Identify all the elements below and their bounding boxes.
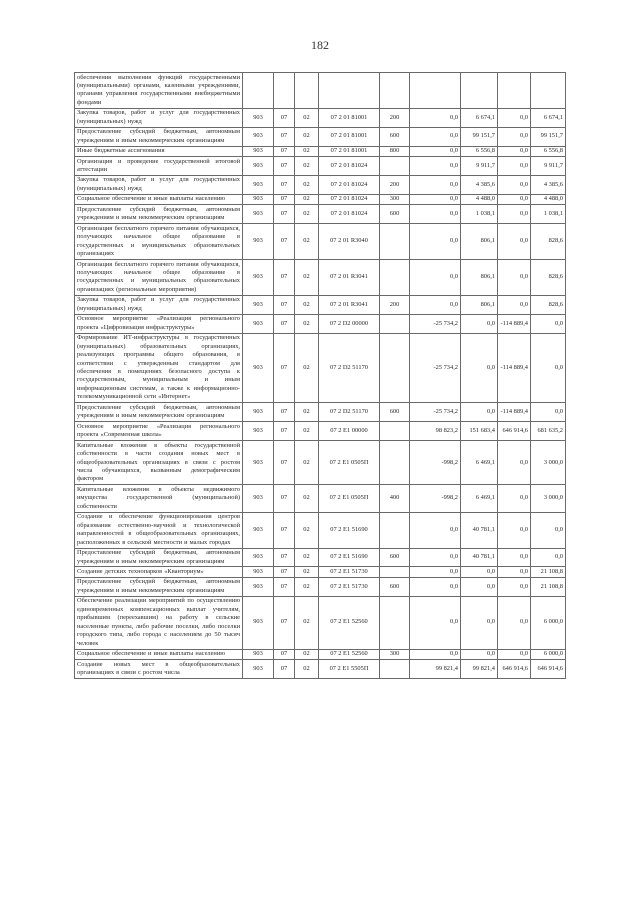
expense-type-cell: 400 <box>380 485 410 512</box>
section-code-cell: 07 <box>274 175 295 194</box>
amount-cell-1: 0,0 <box>410 175 461 194</box>
amount-cell-3: 0,0 <box>498 295 531 314</box>
row-name-cell: Основное мероприятие «Реализация регионального проекта «Современная школа» <box>75 422 243 441</box>
amount-cell-1 <box>410 73 461 109</box>
expense-type-cell <box>380 333 410 403</box>
amount-cell-3: 646 914,6 <box>498 660 531 679</box>
row-name-cell: Иные бюджетные ассигнования <box>75 146 243 156</box>
expense-type-cell <box>380 260 410 296</box>
amount-cell-2: 0,0 <box>461 596 498 649</box>
target-article-cell: 07 2 01 81001 <box>319 127 380 146</box>
subsection-code-cell: 02 <box>295 146 319 156</box>
section-code-cell: 07 <box>274 194 295 204</box>
target-article-cell: 07 2 D2 00000 <box>319 314 380 333</box>
expense-type-cell <box>380 660 410 679</box>
amount-cell-1: 98 823,2 <box>410 422 461 441</box>
amount-cell-1: 0,0 <box>410 649 461 659</box>
amount-cell-4: 6 556,8 <box>531 146 566 156</box>
amount-cell-4: 99 151,7 <box>531 127 566 146</box>
amount-cell-3: 0,0 <box>498 224 531 260</box>
amount-cell-3: 0,0 <box>498 441 531 485</box>
target-article-cell: 07 2 E1 00000 <box>319 422 380 441</box>
amount-cell-4: 0,0 <box>531 314 566 333</box>
table-row <box>75 649 566 659</box>
grbs-code-cell: 903 <box>243 157 274 176</box>
expense-type-cell: 600 <box>380 127 410 146</box>
budget-table-body <box>75 73 566 679</box>
subsection-code-cell: 02 <box>295 649 319 659</box>
table-row <box>75 295 566 314</box>
budget-table-wrapper <box>74 72 565 679</box>
grbs-code-cell: 903 <box>243 548 274 567</box>
target-article-cell: 07 2 01 81024 <box>319 175 380 194</box>
subsection-code-cell: 02 <box>295 512 319 548</box>
table-row <box>75 73 566 109</box>
grbs-code-cell: 903 <box>243 146 274 156</box>
grbs-code-cell: 903 <box>243 175 274 194</box>
section-code-cell: 07 <box>274 596 295 649</box>
table-row <box>75 146 566 156</box>
amount-cell-1: 0,0 <box>410 194 461 204</box>
row-name-cell: Социальное обеспечение и иные выплаты населению <box>75 194 243 204</box>
table-row <box>75 660 566 679</box>
row-name-cell: Создание детских технопарков «Кванториум» <box>75 567 243 577</box>
row-name-cell: Предоставление субсидий бюджетным, автономным учреждениям и иным некоммерческим организациям <box>75 548 243 567</box>
subsection-code-cell: 02 <box>295 567 319 577</box>
row-name-cell: Организация бесплатного горячего питания обучающихся, получающих начальное общее образование в государственных и муниципальных образовательных организациях <box>75 224 243 260</box>
amount-cell-2: 6 556,8 <box>461 146 498 156</box>
grbs-code-cell: 903 <box>243 567 274 577</box>
subsection-code-cell: 02 <box>295 577 319 596</box>
amount-cell-2: 0,0 <box>461 403 498 422</box>
amount-cell-4: 6 000,0 <box>531 649 566 659</box>
amount-cell-4: 3 000,0 <box>531 441 566 485</box>
amount-cell-1: 0,0 <box>410 127 461 146</box>
amount-cell-2: 99 821,4 <box>461 660 498 679</box>
amount-cell-1: -998,2 <box>410 485 461 512</box>
expense-type-cell: 200 <box>380 175 410 194</box>
grbs-code-cell <box>243 73 274 109</box>
section-code-cell: 07 <box>274 224 295 260</box>
expense-type-cell <box>380 441 410 485</box>
grbs-code-cell: 903 <box>243 660 274 679</box>
amount-cell-2: 806,1 <box>461 224 498 260</box>
grbs-code-cell: 903 <box>243 224 274 260</box>
table-row <box>75 548 566 567</box>
amount-cell-3: 0,0 <box>498 649 531 659</box>
amount-cell-4: 21 108,8 <box>531 567 566 577</box>
table-row <box>75 577 566 596</box>
target-article-cell: 07 2 01 81001 <box>319 108 380 127</box>
amount-cell-2: 6 469,1 <box>461 485 498 512</box>
expense-type-cell: 200 <box>380 108 410 127</box>
subsection-code-cell: 02 <box>295 485 319 512</box>
expense-type-cell: 600 <box>380 577 410 596</box>
table-row <box>75 157 566 176</box>
section-code-cell: 07 <box>274 649 295 659</box>
amount-cell-2 <box>461 73 498 109</box>
row-name-cell: Организация и проведение государственной итоговой аттестации <box>75 157 243 176</box>
table-row <box>75 567 566 577</box>
grbs-code-cell: 903 <box>243 485 274 512</box>
amount-cell-4: 0,0 <box>531 333 566 403</box>
row-name-cell: Капитальные вложения в объекты недвижимого имущества государственной (муниципальной) собственности <box>75 485 243 512</box>
amount-cell-4: 828,6 <box>531 260 566 296</box>
subsection-code-cell: 02 <box>295 205 319 224</box>
amount-cell-1: 0,0 <box>410 205 461 224</box>
table-row <box>75 127 566 146</box>
target-article-cell: 07 2 E1 51690 <box>319 512 380 548</box>
expense-type-cell: 600 <box>380 548 410 567</box>
amount-cell-3: 0,0 <box>498 512 531 548</box>
row-name-cell: Основное мероприятие «Реализация регионального проекта «Цифровизация инфраструктуры» <box>75 314 243 333</box>
grbs-code-cell: 903 <box>243 295 274 314</box>
amount-cell-3: 0,0 <box>498 146 531 156</box>
row-name-cell: Предоставление субсидий бюджетным, автономным учреждениям и иным некоммерческим организациям <box>75 403 243 422</box>
amount-cell-2: 4 488,0 <box>461 194 498 204</box>
amount-cell-2: 0,0 <box>461 649 498 659</box>
amount-cell-4: 646 914,6 <box>531 660 566 679</box>
amount-cell-3 <box>498 73 531 109</box>
target-article-cell: 07 2 01 R3041 <box>319 295 380 314</box>
amount-cell-1: 0,0 <box>410 108 461 127</box>
amount-cell-1: 0,0 <box>410 577 461 596</box>
amount-cell-4: 21 108,8 <box>531 577 566 596</box>
expense-type-cell: 600 <box>380 205 410 224</box>
amount-cell-4: 0,0 <box>531 548 566 567</box>
target-article-cell: 07 2 E1 52560 <box>319 649 380 659</box>
subsection-code-cell <box>295 73 319 109</box>
section-code-cell: 07 <box>274 403 295 422</box>
table-row <box>75 314 566 333</box>
amount-cell-3: 0,0 <box>498 157 531 176</box>
table-row <box>75 224 566 260</box>
target-article-cell: 07 2 E1 52560 <box>319 596 380 649</box>
amount-cell-3: 0,0 <box>498 567 531 577</box>
section-code-cell: 07 <box>274 205 295 224</box>
table-row <box>75 260 566 296</box>
target-article-cell: 07 2 01 R3040 <box>319 224 380 260</box>
amount-cell-2: 6 469,1 <box>461 441 498 485</box>
grbs-code-cell: 903 <box>243 314 274 333</box>
amount-cell-1: -25 734,2 <box>410 333 461 403</box>
amount-cell-4: 6 674,1 <box>531 108 566 127</box>
target-article-cell: 07 2 01 81024 <box>319 194 380 204</box>
amount-cell-3: 0,0 <box>498 205 531 224</box>
section-code-cell: 07 <box>274 548 295 567</box>
section-code-cell: 07 <box>274 577 295 596</box>
section-code-cell: 07 <box>274 314 295 333</box>
amount-cell-4: 1 038,1 <box>531 205 566 224</box>
grbs-code-cell: 903 <box>243 512 274 548</box>
expense-type-cell <box>380 596 410 649</box>
section-code-cell: 07 <box>274 146 295 156</box>
row-name-cell: Социальное обеспечение и иные выплаты населению <box>75 649 243 659</box>
grbs-code-cell: 903 <box>243 108 274 127</box>
section-code-cell: 07 <box>274 333 295 403</box>
row-name-cell: Закупка товаров, работ и услуг для государственных (муниципальных) нужд <box>75 175 243 194</box>
amount-cell-4: 6 000,0 <box>531 596 566 649</box>
grbs-code-cell: 903 <box>243 596 274 649</box>
grbs-code-cell: 903 <box>243 194 274 204</box>
target-article-cell: 07 2 E1 0505П <box>319 441 380 485</box>
amount-cell-3: 0,0 <box>498 175 531 194</box>
section-code-cell: 07 <box>274 441 295 485</box>
amount-cell-4: 0,0 <box>531 512 566 548</box>
expense-type-cell <box>380 314 410 333</box>
subsection-code-cell: 02 <box>295 441 319 485</box>
amount-cell-1: 0,0 <box>410 295 461 314</box>
section-code-cell: 07 <box>274 157 295 176</box>
amount-cell-3: 0,0 <box>498 485 531 512</box>
row-name-cell: Капитальные вложения в объекты государственной собственности в части создания новых мест в общеобразовательных организациях в связи с ростом числа обучающихся, вызванным демографическим фактором <box>75 441 243 485</box>
grbs-code-cell: 903 <box>243 260 274 296</box>
expense-type-cell <box>380 567 410 577</box>
page-number: 182 <box>311 38 329 52</box>
expense-type-cell: 200 <box>380 295 410 314</box>
table-row <box>75 422 566 441</box>
row-name-cell: Закупка товаров, работ и услуг для государственных (муниципальных) нужд <box>75 295 243 314</box>
amount-cell-3: -114 889,4 <box>498 403 531 422</box>
target-article-cell: 07 2 E1 51730 <box>319 567 380 577</box>
subsection-code-cell: 02 <box>295 108 319 127</box>
amount-cell-1: -998,2 <box>410 441 461 485</box>
table-row <box>75 194 566 204</box>
target-article-cell: 07 2 E1 5505П <box>319 660 380 679</box>
amount-cell-2: 1 038,1 <box>461 205 498 224</box>
amount-cell-2: 40 781,1 <box>461 512 498 548</box>
budget-table <box>74 72 566 679</box>
amount-cell-1: 0,0 <box>410 260 461 296</box>
target-article-cell: 07 2 01 R3041 <box>319 260 380 296</box>
amount-cell-2: 0,0 <box>461 567 498 577</box>
amount-cell-1: 0,0 <box>410 224 461 260</box>
section-code-cell: 07 <box>274 512 295 548</box>
amount-cell-3: 0,0 <box>498 577 531 596</box>
table-row <box>75 441 566 485</box>
grbs-code-cell: 903 <box>243 422 274 441</box>
expense-type-cell: 800 <box>380 146 410 156</box>
amount-cell-2: 151 683,4 <box>461 422 498 441</box>
amount-cell-2: 9 911,7 <box>461 157 498 176</box>
subsection-code-cell: 02 <box>295 314 319 333</box>
amount-cell-3: 0,0 <box>498 127 531 146</box>
expense-type-cell <box>380 422 410 441</box>
table-row <box>75 205 566 224</box>
target-article-cell: 07 2 D2 51170 <box>319 403 380 422</box>
expense-type-cell <box>380 224 410 260</box>
amount-cell-4: 3 000,0 <box>531 485 566 512</box>
subsection-code-cell: 02 <box>295 660 319 679</box>
row-name-cell: Организация бесплатного горячего питания обучающихся, получающих начальное общее образование в государственных и муниципальных образовательных организациях (региональные мероприятия) <box>75 260 243 296</box>
grbs-code-cell: 903 <box>243 333 274 403</box>
table-row <box>75 108 566 127</box>
subsection-code-cell: 02 <box>295 260 319 296</box>
target-article-cell: 07 2 01 81024 <box>319 157 380 176</box>
subsection-code-cell: 02 <box>295 333 319 403</box>
section-code-cell: 07 <box>274 260 295 296</box>
section-code-cell: 07 <box>274 295 295 314</box>
amount-cell-3: 0,0 <box>498 548 531 567</box>
amount-cell-3: 0,0 <box>498 596 531 649</box>
amount-cell-2: 0,0 <box>461 577 498 596</box>
amount-cell-1: -25 734,2 <box>410 403 461 422</box>
section-code-cell: 07 <box>274 660 295 679</box>
amount-cell-4: 681 635,2 <box>531 422 566 441</box>
expense-type-cell: 300 <box>380 649 410 659</box>
expense-type-cell <box>380 157 410 176</box>
row-name-cell: Предоставление субсидий бюджетным, автономным учреждениям и иным некоммерческим организациям <box>75 205 243 224</box>
amount-cell-1: 0,0 <box>410 146 461 156</box>
amount-cell-4: 4 385,6 <box>531 175 566 194</box>
amount-cell-3: 0,0 <box>498 260 531 296</box>
amount-cell-2: 4 385,6 <box>461 175 498 194</box>
amount-cell-4: 828,6 <box>531 295 566 314</box>
row-name-cell: обеспечения выполнения функций государственными (муниципальными) органами, казенными учреждениями, органами управления государственными внебюджетными фондами <box>75 73 243 109</box>
section-code-cell: 07 <box>274 108 295 127</box>
subsection-code-cell: 02 <box>295 596 319 649</box>
expense-type-cell: 600 <box>380 403 410 422</box>
amount-cell-2: 99 151,7 <box>461 127 498 146</box>
row-name-cell: Обеспечение реализации мероприятий по осуществлению единовременных компенсационных выплат учителям, прибывшим (переехавшим) на работу в сельские населенные пункты, либо рабочие поселки, либо поселки городского типа, либо города с населением до 50 тысяч человек <box>75 596 243 649</box>
amount-cell-3: -114 889,4 <box>498 314 531 333</box>
target-article-cell: 07 2 E1 51730 <box>319 577 380 596</box>
section-code-cell: 07 <box>274 485 295 512</box>
table-row <box>75 333 566 403</box>
amount-cell-4: 9 911,7 <box>531 157 566 176</box>
section-code-cell: 07 <box>274 567 295 577</box>
amount-cell-2: 806,1 <box>461 295 498 314</box>
subsection-code-cell: 02 <box>295 194 319 204</box>
amount-cell-1: 0,0 <box>410 548 461 567</box>
row-name-cell: Создание и обеспечение функционирования центров образования естественно-научной и технологической направленностей в общеобразовательных организациях, расположенных в сельской местности и малых городах <box>75 512 243 548</box>
section-code-cell: 07 <box>274 422 295 441</box>
grbs-code-cell: 903 <box>243 649 274 659</box>
subsection-code-cell: 02 <box>295 295 319 314</box>
amount-cell-2: 0,0 <box>461 333 498 403</box>
amount-cell-4: 4 488,0 <box>531 194 566 204</box>
amount-cell-1: 0,0 <box>410 596 461 649</box>
amount-cell-1: -25 734,2 <box>410 314 461 333</box>
subsection-code-cell: 02 <box>295 157 319 176</box>
grbs-code-cell: 903 <box>243 441 274 485</box>
amount-cell-3: 646 914,6 <box>498 422 531 441</box>
row-name-cell: Создание новых мест в общеобразовательных организациях в связи с ростом числа <box>75 660 243 679</box>
amount-cell-3: -114 889,4 <box>498 333 531 403</box>
subsection-code-cell: 02 <box>295 422 319 441</box>
amount-cell-2: 0,0 <box>461 314 498 333</box>
table-row <box>75 485 566 512</box>
target-article-cell <box>319 73 380 109</box>
target-article-cell: 07 2 E1 0505П <box>319 485 380 512</box>
expense-type-cell: 300 <box>380 194 410 204</box>
table-row <box>75 175 566 194</box>
subsection-code-cell: 02 <box>295 548 319 567</box>
amount-cell-2: 806,1 <box>461 260 498 296</box>
expense-type-cell <box>380 512 410 548</box>
row-name-cell: Предоставление субсидий бюджетным, автономным учреждениям и иным некоммерческим организациям <box>75 577 243 596</box>
table-row <box>75 596 566 649</box>
amount-cell-2: 6 674,1 <box>461 108 498 127</box>
expense-type-cell <box>380 73 410 109</box>
amount-cell-3: 0,0 <box>498 194 531 204</box>
table-row <box>75 403 566 422</box>
row-name-cell: Формирование ИТ-инфраструктуры в государственных (муниципальных) образовательных организациях, реализующих программы общего образования, в соответствии с утвержденным стандартом для обеспечения в помещениях безопасного доступа к государственным, муниципальным и иным информационным системам, а также к информационно-телекоммуникационной сети «Интернет» <box>75 333 243 403</box>
subsection-code-cell: 02 <box>295 127 319 146</box>
target-article-cell: 07 2 01 81024 <box>319 205 380 224</box>
grbs-code-cell: 903 <box>243 577 274 596</box>
target-article-cell: 07 2 D2 51170 <box>319 333 380 403</box>
amount-cell-1: 0,0 <box>410 157 461 176</box>
target-article-cell: 07 2 01 81001 <box>319 146 380 156</box>
subsection-code-cell: 02 <box>295 224 319 260</box>
amount-cell-2: 40 781,1 <box>461 548 498 567</box>
row-name-cell: Предоставление субсидий бюджетным, автономным учреждениям и иным некоммерческим организациям <box>75 127 243 146</box>
subsection-code-cell: 02 <box>295 175 319 194</box>
amount-cell-3: 0,0 <box>498 108 531 127</box>
amount-cell-1: 0,0 <box>410 567 461 577</box>
amount-cell-4: 0,0 <box>531 403 566 422</box>
section-code-cell <box>274 73 295 109</box>
grbs-code-cell: 903 <box>243 127 274 146</box>
grbs-code-cell: 903 <box>243 205 274 224</box>
table-row <box>75 512 566 548</box>
target-article-cell: 07 2 E1 51690 <box>319 548 380 567</box>
amount-cell-1: 99 821,4 <box>410 660 461 679</box>
amount-cell-4: 828,6 <box>531 224 566 260</box>
section-code-cell: 07 <box>274 127 295 146</box>
amount-cell-4 <box>531 73 566 109</box>
subsection-code-cell: 02 <box>295 403 319 422</box>
row-name-cell: Закупка товаров, работ и услуг для государственных (муниципальных) нужд <box>75 108 243 127</box>
amount-cell-1: 0,0 <box>410 512 461 548</box>
grbs-code-cell: 903 <box>243 403 274 422</box>
